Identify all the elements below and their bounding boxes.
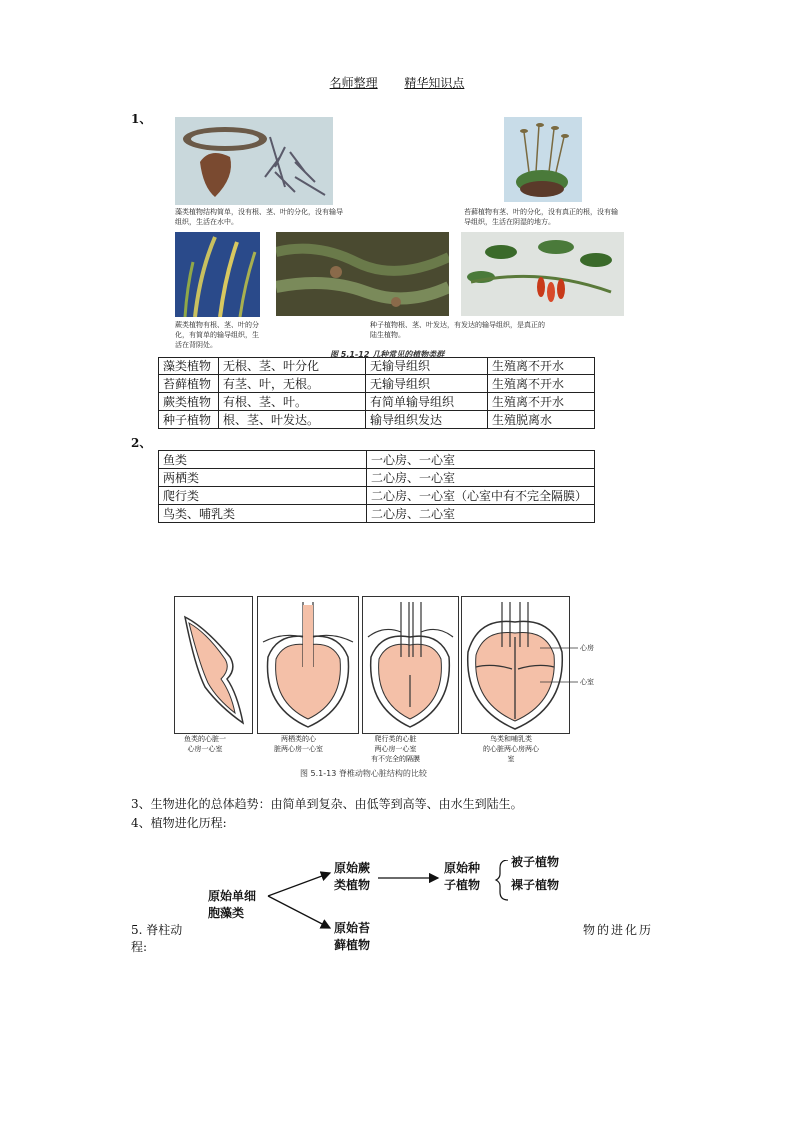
plant-table-cell: 根、茎、叶发达。 <box>219 411 366 429</box>
node-primitive-algae: 原始单细 胞藻类 <box>208 889 257 920</box>
conifer-photo <box>276 232 449 316</box>
section3-text: 3、生物进化的总体趋势：由简单到复杂、由低等到高等、由水生到陆生。 <box>131 797 523 811</box>
reptile-heart-panel <box>362 596 459 734</box>
plant-table-row <box>159 375 595 393</box>
heart-table-cell: 爬行类 <box>159 487 367 505</box>
pepper-illustration <box>461 232 624 316</box>
plant-table-cell: 生殖离不开水 <box>488 375 595 393</box>
plant-table-cell: 生殖离不开水 <box>488 357 595 375</box>
section5-right: 物的进化历 <box>583 923 654 937</box>
plant-table-cell: 无根、茎、叶分化 <box>219 357 366 375</box>
table-top-rule <box>158 357 594 359</box>
node-angiosperm: 被子植物 <box>511 855 560 869</box>
plant-table-cell: 蕨类植物 <box>159 393 219 411</box>
plant-table-cell: 有简单输导组织 <box>366 393 488 411</box>
heart-table-cell: 一心房、一心室 <box>367 451 595 469</box>
node-primitive-fern: 原始蕨 类植物 <box>334 861 371 892</box>
section4-text: 4、植物进化历程: <box>131 816 227 830</box>
amphibian-heart-panel <box>257 596 359 734</box>
heart-table-row <box>159 451 595 469</box>
node-primitive-seed: 原始种 子植物 <box>444 861 481 892</box>
atrium-label: 心房 <box>580 644 594 652</box>
heart-table-cell: 二心房、二心室 <box>367 505 595 523</box>
seed-caption: 种子植物根、茎、叶发达，有发达的输导组织，是真正的陆生植物。 <box>370 321 545 339</box>
header-right: 精华知识点 <box>404 76 465 90</box>
fish-heart-diagram <box>175 597 252 733</box>
amphibian-heart-diagram <box>258 597 358 733</box>
ventricle-label: 心室 <box>580 678 594 686</box>
heart-table-cell: 鱼类 <box>159 451 367 469</box>
fern-caption: 蕨类植物有根、茎、叶的分化，有简单的输导组织，生活在背阴处。 <box>175 321 259 349</box>
plant-table-row <box>159 357 595 375</box>
fish-heart-panel <box>174 596 253 734</box>
node-primitive-moss: 原始苔 藓植物 <box>334 921 371 952</box>
mammal-heart-caption: 鸟类和哺乳类 的心脏两心房两心 室 <box>483 735 539 763</box>
plant-table-cell: 有茎、叶，无根。 <box>219 375 366 393</box>
conifer-illustration <box>276 232 449 316</box>
plant-table-cell: 有根、茎、叶。 <box>219 393 366 411</box>
algae-illustration <box>175 117 333 205</box>
plant-table-cell: 生殖离不开水 <box>488 393 595 411</box>
plant-table-row <box>159 393 595 411</box>
plant-table <box>158 357 595 429</box>
reptile-heart-diagram <box>363 597 458 733</box>
node-gymnosperm: 裸子植物 <box>511 878 560 892</box>
heart-table-cell: 二心房、一心室（心室中有不完全隔膜） <box>367 487 595 505</box>
moss-illustration <box>504 117 582 202</box>
plant-table-cell: 藻类植物 <box>159 357 219 375</box>
plant-table-cell: 苔藓植物 <box>159 375 219 393</box>
plant-table-cell: 输导组织发达 <box>366 411 488 429</box>
evolution-arrows <box>260 860 520 940</box>
section5-tail: 程: <box>131 940 148 954</box>
moss-photo <box>504 117 582 202</box>
moss-caption: 苔藓植物有茎、叶的分化，没有真正的根，没有输导组织，生活在阴湿的地方。 <box>464 208 618 226</box>
header-left: 名师整理 <box>329 76 378 90</box>
heart-table-cell: 鸟类、哺乳类 <box>159 505 367 523</box>
algae-photo <box>175 117 333 205</box>
fern-illustration <box>175 232 260 317</box>
section5-left: 5. 脊柱动 <box>131 923 183 937</box>
figure-caption-1: 图 5.1-12 几种常见的植物类群 <box>330 350 445 359</box>
section2-number: 2、 <box>131 436 152 450</box>
plant-table-cell: 生殖脱离水 <box>488 411 595 429</box>
reptile-heart-caption: 爬行类的心脏 两心房一心室 有不完全的隔膜 <box>371 735 420 763</box>
heart-table-row <box>159 487 595 505</box>
heart-table-row <box>159 469 595 487</box>
fern-photo <box>175 232 260 317</box>
plant-table-row <box>159 411 595 429</box>
page-header <box>0 74 794 91</box>
amphibian-heart-caption: 两栖类的心 脏两心房一心室 <box>274 735 323 753</box>
heart-table-cell: 两栖类 <box>159 469 367 487</box>
fish-heart-caption: 鱼类的心脏一 心房一心室 <box>184 735 226 753</box>
heart-table-cell: 二心房、一心室 <box>367 469 595 487</box>
algae-caption: 藻类植物结构简单，没有根、茎、叶的分化，没有输导组织，生活在水中。 <box>175 208 343 226</box>
heart-table <box>158 450 595 523</box>
figure-caption-2: 图 5.1-13 脊椎动物心脏结构的比较 <box>300 769 427 778</box>
plant-table-cell: 种子植物 <box>159 411 219 429</box>
heart-table-row <box>159 505 595 523</box>
plant-table-cell: 无输导组织 <box>366 375 488 393</box>
section1-number: 1、 <box>131 112 152 126</box>
pepper-photo <box>461 232 624 316</box>
plant-table-cell: 无输导组织 <box>366 357 488 375</box>
